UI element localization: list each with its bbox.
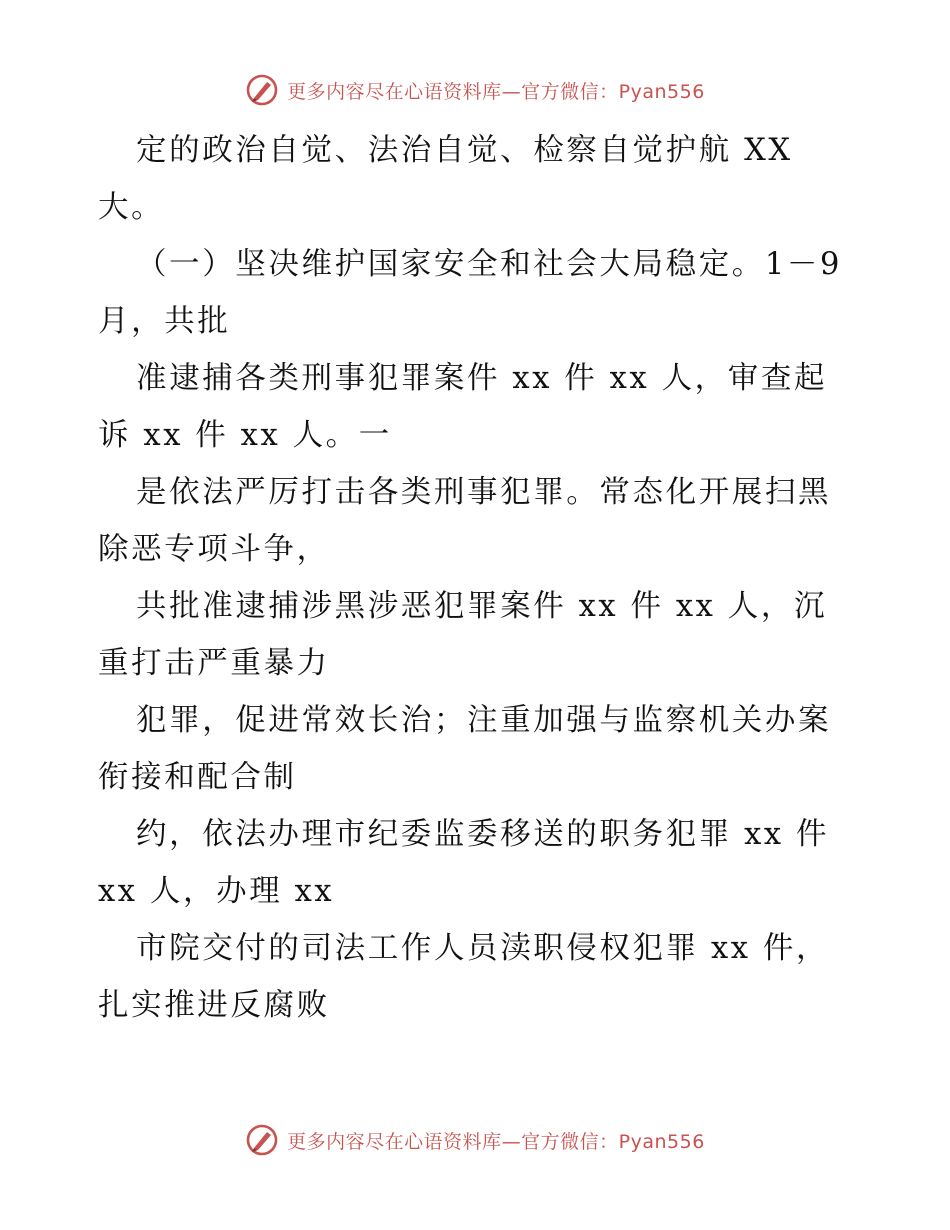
pen-logo-icon [245,73,279,107]
text-line: 犯罪，促进常效长治；注重加强与监察机关办案 [136,703,832,738]
text-line: 约，依法办理市纪委监委移送的职务犯罪 xx 件 [136,817,830,852]
text-line: 诉 xx 件 xx 人。一 [98,418,392,453]
watermark-text: 更多内容尽在心语资料库—官方微信：Pyan556 [287,80,705,103]
text-line: 扎实推进反腐败 [98,988,330,1023]
text-line: xx 人，办理 xx [98,874,335,909]
page-header-watermark [0,70,950,110]
text-line: 月，共批 [98,304,231,339]
text-line: 定的政治自觉、法治自觉、检察自觉护航 XX [136,133,793,168]
text-line: 重打击严重暴力 [98,646,330,681]
text-line: 是依法严厉打击各类刑事犯罪。常态化开展扫黑 [136,475,832,510]
pen-logo-icon [245,1123,279,1157]
text-line: 共批准逮捕涉黑涉恶犯罪案件 xx 件 xx 人，沉 [136,589,828,624]
text-line: 衔接和配合制 [98,760,297,795]
text-line: 市院交付的司法工作人员渎职侵权犯罪 xx 件， [136,931,830,966]
document-body [98,122,858,1034]
text-line: 大。 [98,190,165,225]
text-line: 除恶专项斗争， [98,532,330,567]
text-line: 准逮捕各类刑事犯罪案件 xx 件 xx 人，审查起 [136,361,828,396]
page-footer-watermark [0,1120,950,1160]
watermark-text: 更多内容尽在心语资料库—官方微信：Pyan556 [287,1130,705,1153]
text-line: （一）坚决维护国家安全和社会大局稳定。1－9 [136,247,843,282]
